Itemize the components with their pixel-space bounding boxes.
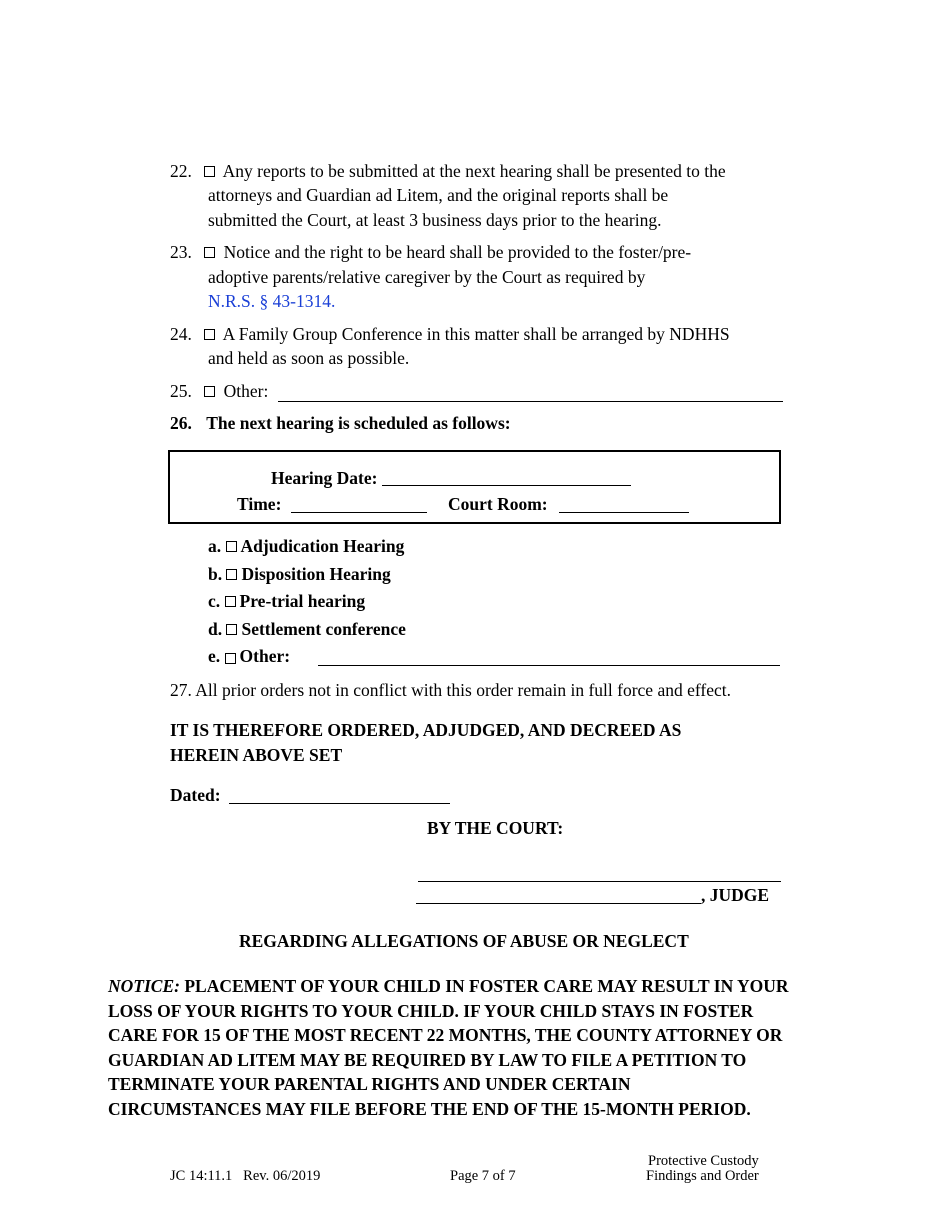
item-25-number: 25. — [170, 381, 192, 401]
regarding-heading: REGARDING ALLEGATIONS OF ABUSE OR NEGLECT — [239, 931, 689, 951]
hearing-type-b — [208, 562, 391, 587]
notice-line1-text: PLACEMENT OF YOUR CHILD IN FOSTER CARE MAY RESULT IN YOUR — [184, 976, 789, 996]
notice-lead: NOTICE: — [108, 976, 180, 996]
hearing-type-a — [208, 534, 404, 559]
item-26-number: 26. — [170, 413, 192, 433]
notice-line3: CARE FOR 15 OF THE MOST RECENT 22 MONTHS, THE COUNTY ATTORNEY OR — [108, 1025, 783, 1045]
footer-form-id: JC 14:11.1 Rev. 06/2019 — [170, 1168, 321, 1184]
item-25-other-field[interactable] — [278, 401, 783, 402]
notice-line4: GUARDIAN AD LITEM MAY BE REQUIRED BY LAW TO FILE A PETITION TO — [108, 1049, 747, 1070]
court-room-label: Court Room: — [448, 494, 548, 514]
notice-line6: CIRCUMSTANCES MAY FILE BEFORE THE END OF THE 15-MONTH PERIOD. — [108, 1098, 751, 1119]
hearing-type-e — [208, 644, 290, 669]
judge-label: , JUDGE — [701, 885, 770, 905]
item-22-checkbox[interactable] — [204, 166, 215, 177]
hearing-type-e-checkbox[interactable] — [225, 653, 236, 664]
item-24-checkbox[interactable] — [204, 329, 215, 340]
item-23-text-line2: adoptive parents/relative caregiver by the Court as required by — [208, 267, 646, 287]
item-22-number: 22. — [170, 161, 192, 181]
hearing-type-letter: d. — [208, 619, 223, 639]
hearing-type-b-checkbox[interactable] — [226, 569, 237, 580]
item-23-checkbox[interactable] — [204, 247, 215, 258]
item-23-number: 23. — [170, 242, 192, 262]
footer-title-line2: Findings and Order — [646, 1168, 759, 1184]
ordered-line2: HEREIN ABOVE SET — [170, 745, 343, 765]
hearing-type-d-checkbox[interactable] — [226, 624, 237, 635]
hearing-type-label: Other: — [239, 646, 291, 666]
notice-line2: LOSS OF YOUR RIGHTS TO YOUR CHILD. IF YOUR CHILD STAYS IN FOSTER — [108, 1000, 754, 1021]
hearing-type-letter: e. — [208, 646, 221, 666]
item-26 — [170, 411, 511, 436]
hearing-type-label: Pre-trial hearing — [239, 591, 366, 611]
item-24 — [170, 322, 730, 347]
by-the-court: BY THE COURT: — [427, 818, 564, 838]
item-27: 27. All prior orders not in conflict with this order remain in full force and effect. — [170, 680, 731, 700]
hearing-time-label: Time: — [237, 494, 282, 514]
item-23-text-line1: Notice and the right to be heard shall be provided to the foster/pre- — [223, 242, 692, 262]
hearing-type-letter: a. — [208, 536, 222, 556]
hearing-type-label: Settlement conference — [241, 619, 406, 639]
hearing-date-label: Hearing Date: — [271, 468, 378, 488]
hearing-date-field[interactable] — [382, 485, 631, 486]
notice-block — [108, 974, 789, 1121]
item-24-number: 24. — [170, 324, 192, 344]
item-25-checkbox[interactable] — [204, 386, 215, 397]
item-22-text-line3: submitted the Court, at least 3 business days prior to the hearing. — [208, 210, 662, 230]
hearing-type-label: Adjudication Hearing — [240, 536, 405, 556]
footer-title-line1: Protective Custody — [648, 1153, 759, 1169]
hearing-type-d — [208, 617, 406, 642]
court-room-field[interactable] — [559, 512, 689, 513]
notice-line — [108, 974, 789, 999]
hearing-type-c — [208, 589, 365, 614]
statute-link[interactable]: N.R.S. § 43-1314. — [208, 291, 336, 311]
item-24-text-line2: and held as soon as possible. — [208, 348, 410, 368]
hearing-type-letter: c. — [208, 591, 221, 611]
judge-signature-field[interactable] — [416, 903, 701, 904]
item-22-text-line2: attorneys and Guardian ad Litem, and the original reports shall be — [208, 185, 669, 205]
dated-field[interactable] — [229, 803, 450, 804]
signature-line-1[interactable] — [418, 881, 781, 882]
ordered-line1: IT IS THEREFORE ORDERED, ADJUDGED, AND DECREED AS — [170, 720, 682, 740]
item-22-text-line1: Any reports to be submitted at the next hearing shall be presented to the — [222, 161, 726, 181]
hearing-type-label: Disposition Hearing — [241, 564, 391, 584]
hearing-time-field[interactable] — [291, 512, 427, 513]
hearing-type-c-checkbox[interactable] — [225, 596, 236, 607]
footer-page-number: Page 7 of 7 — [450, 1168, 516, 1184]
hearing-type-other-field[interactable] — [318, 665, 780, 666]
item-25 — [170, 379, 268, 404]
item-26-label: The next hearing is scheduled as follows: — [206, 413, 511, 433]
item-23 — [170, 240, 691, 265]
item-22 — [170, 159, 726, 184]
hearing-type-letter: b. — [208, 564, 223, 584]
item-25-label: Other: — [223, 381, 269, 401]
dated-label: Dated: — [170, 785, 221, 805]
hearing-type-a-checkbox[interactable] — [226, 541, 237, 552]
notice-line5: TERMINATE YOUR PARENTAL RIGHTS AND UNDER CERTAIN — [108, 1074, 631, 1094]
item-24-text-line1: A Family Group Conference in this matter shall be arranged by NDHHS — [222, 324, 730, 344]
